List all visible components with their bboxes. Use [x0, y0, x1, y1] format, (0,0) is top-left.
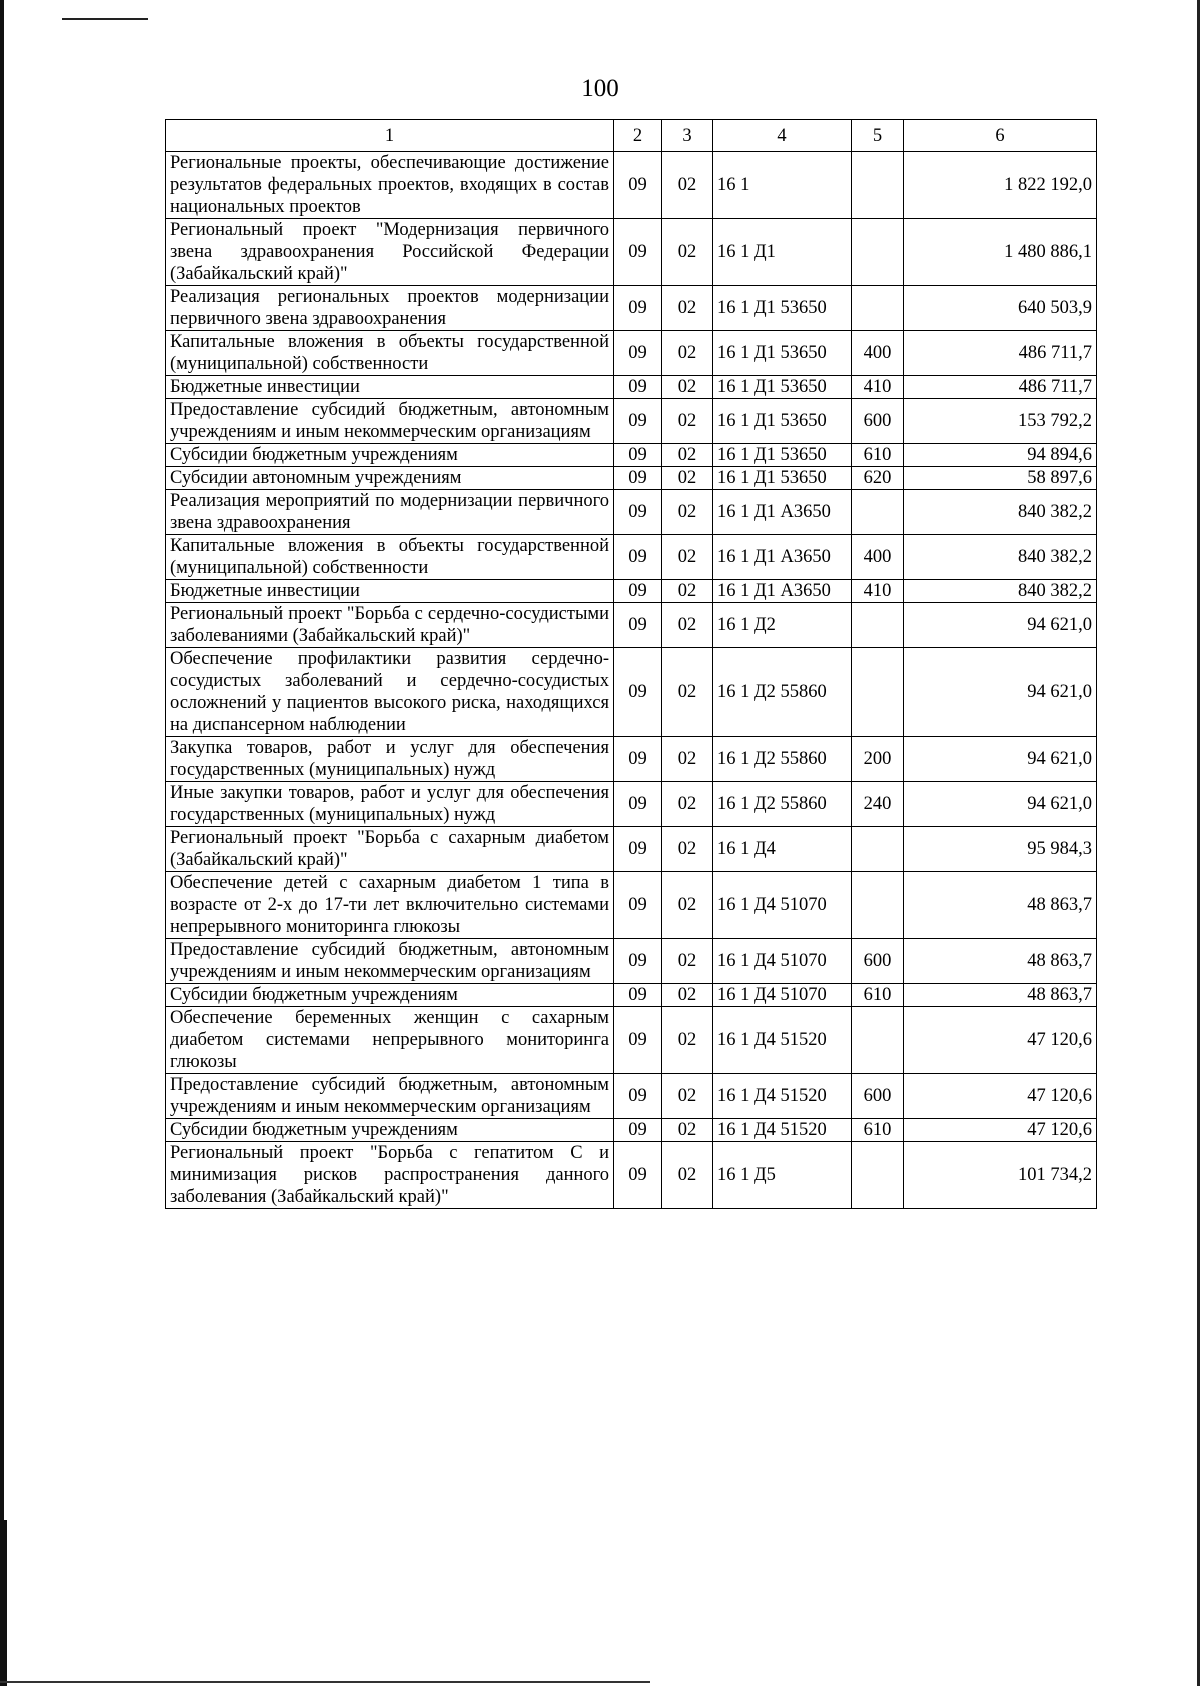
row-amount-cell: 486 711,7	[904, 331, 1097, 376]
row-section-cell: 09	[614, 984, 662, 1007]
row-subsection-cell: 02	[662, 1119, 713, 1142]
row-subsection-cell: 02	[662, 872, 713, 939]
row-expense-type-cell: 600	[852, 399, 904, 444]
column-header-3: 3	[662, 120, 713, 152]
row-target-article-cell: 16 1 Д4	[713, 827, 852, 872]
table-row	[166, 603, 1097, 648]
table-row	[166, 1142, 1097, 1209]
row-amount-cell: 95 984,3	[904, 827, 1097, 872]
row-expense-type-cell	[852, 872, 904, 939]
table-row	[166, 1007, 1097, 1074]
table-header-row	[166, 120, 1097, 152]
row-expense-type-cell	[852, 827, 904, 872]
row-section-cell: 09	[614, 152, 662, 219]
row-target-article-cell: 16 1 Д4 51070	[713, 939, 852, 984]
row-amount-cell: 58 897,6	[904, 467, 1097, 490]
row-target-article-cell: 16 1 Д1 А3650	[713, 535, 852, 580]
row-amount-cell: 101 734,2	[904, 1142, 1097, 1209]
table-row	[166, 152, 1097, 219]
row-target-article-cell: 16 1 Д2 55860	[713, 782, 852, 827]
column-header-5: 5	[852, 120, 904, 152]
row-target-article-cell: 16 1 Д1 53650	[713, 331, 852, 376]
row-name-cell: Реализация мероприятий по модернизации первичного звена здравоохранения	[166, 490, 614, 535]
row-section-cell: 09	[614, 648, 662, 737]
row-expense-type-cell: 410	[852, 376, 904, 399]
row-amount-cell: 47 120,6	[904, 1007, 1097, 1074]
row-name-cell: Бюджетные инвестиции	[166, 580, 614, 603]
row-subsection-cell: 02	[662, 376, 713, 399]
row-amount-cell: 94 621,0	[904, 782, 1097, 827]
row-target-article-cell: 16 1 Д4 51520	[713, 1119, 852, 1142]
table-row	[166, 580, 1097, 603]
scan-edge-left	[0, 0, 4, 1686]
row-name-cell: Региональный проект "Борьба с сахарным диабетом (Забайкальский край)"	[166, 827, 614, 872]
row-section-cell: 09	[614, 1142, 662, 1209]
row-expense-type-cell: 620	[852, 467, 904, 490]
row-name-cell: Обеспечение детей с сахарным диабетом 1 типа в возрасте от 2-х до 17-ти лет включительно системами непрерывного мониторинга глюкозы	[166, 872, 614, 939]
row-subsection-cell: 02	[662, 737, 713, 782]
row-amount-cell: 840 382,2	[904, 535, 1097, 580]
row-target-article-cell: 16 1 Д4 51520	[713, 1007, 852, 1074]
table-row	[166, 490, 1097, 535]
row-expense-type-cell	[852, 152, 904, 219]
row-section-cell: 09	[614, 1007, 662, 1074]
scan-artifact-left-mark	[4, 1520, 7, 1686]
row-section-cell: 09	[614, 1074, 662, 1119]
table-row	[166, 1119, 1097, 1142]
row-amount-cell: 640 503,9	[904, 286, 1097, 331]
scan-artifact-bottom-line	[0, 1681, 650, 1683]
row-amount-cell: 48 863,7	[904, 939, 1097, 984]
column-header-1: 1	[166, 120, 614, 152]
row-name-cell: Обеспечение профилактики развития сердечно-сосудистых заболеваний и сердечно-сосудистых осложнений у пациентов высокого риска, находящихся на диспансерном наблюдении	[166, 648, 614, 737]
row-subsection-cell: 02	[662, 535, 713, 580]
table-row	[166, 535, 1097, 580]
row-section-cell: 09	[614, 376, 662, 399]
row-subsection-cell: 02	[662, 580, 713, 603]
row-subsection-cell: 02	[662, 286, 713, 331]
column-header-6: 6	[904, 120, 1097, 152]
row-section-cell: 09	[614, 580, 662, 603]
row-target-article-cell: 16 1 Д1 53650	[713, 286, 852, 331]
row-subsection-cell: 02	[662, 939, 713, 984]
table-row	[166, 286, 1097, 331]
row-section-cell: 09	[614, 827, 662, 872]
row-expense-type-cell	[852, 603, 904, 648]
row-subsection-cell: 02	[662, 984, 713, 1007]
row-amount-cell: 94 621,0	[904, 603, 1097, 648]
scan-artifact-dash	[62, 18, 148, 20]
table-row	[166, 827, 1097, 872]
row-subsection-cell: 02	[662, 648, 713, 737]
row-section-cell: 09	[614, 782, 662, 827]
row-expense-type-cell: 400	[852, 331, 904, 376]
table-row	[166, 782, 1097, 827]
row-target-article-cell: 16 1 Д2	[713, 603, 852, 648]
table-row	[166, 444, 1097, 467]
row-target-article-cell: 16 1 Д1 А3650	[713, 490, 852, 535]
row-name-cell: Иные закупки товаров, работ и услуг для обеспечения государственных (муниципальных) нужд	[166, 782, 614, 827]
row-section-cell: 09	[614, 219, 662, 286]
row-section-cell: 09	[614, 286, 662, 331]
table-row	[166, 219, 1097, 286]
row-amount-cell: 486 711,7	[904, 376, 1097, 399]
row-section-cell: 09	[614, 872, 662, 939]
row-name-cell: Региональный проект "Модернизация первичного звена здравоохранения Российской Федерации (Забайкальский край)"	[166, 219, 614, 286]
row-section-cell: 09	[614, 490, 662, 535]
table-row	[166, 399, 1097, 444]
row-section-cell: 09	[614, 1119, 662, 1142]
table-row	[166, 737, 1097, 782]
row-amount-cell: 48 863,7	[904, 872, 1097, 939]
table-row	[166, 939, 1097, 984]
row-expense-type-cell: 600	[852, 939, 904, 984]
row-subsection-cell: 02	[662, 219, 713, 286]
table-row	[166, 1074, 1097, 1119]
row-target-article-cell: 16 1 Д1 53650	[713, 467, 852, 490]
row-section-cell: 09	[614, 603, 662, 648]
row-expense-type-cell: 610	[852, 1119, 904, 1142]
row-expense-type-cell: 610	[852, 984, 904, 1007]
row-name-cell: Субсидии автономным учреждениям	[166, 467, 614, 490]
table-row	[166, 467, 1097, 490]
row-amount-cell: 94 894,6	[904, 444, 1097, 467]
row-expense-type-cell	[852, 490, 904, 535]
row-section-cell: 09	[614, 399, 662, 444]
row-expense-type-cell	[852, 219, 904, 286]
column-header-2: 2	[614, 120, 662, 152]
row-expense-type-cell: 600	[852, 1074, 904, 1119]
row-name-cell: Предоставление субсидий бюджетным, автономным учреждениям и иным некоммерческим организациям	[166, 399, 614, 444]
row-name-cell: Закупка товаров, работ и услуг для обеспечения государственных (муниципальных) нужд	[166, 737, 614, 782]
row-target-article-cell: 16 1 Д1	[713, 219, 852, 286]
row-expense-type-cell: 240	[852, 782, 904, 827]
row-expense-type-cell	[852, 1142, 904, 1209]
row-name-cell: Капитальные вложения в объекты государственной (муниципальной) собственности	[166, 331, 614, 376]
row-name-cell: Субсидии бюджетным учреждениям	[166, 984, 614, 1007]
row-section-cell: 09	[614, 737, 662, 782]
budget-table	[165, 119, 1097, 1209]
row-subsection-cell: 02	[662, 152, 713, 219]
row-target-article-cell: 16 1 Д4 51070	[713, 984, 852, 1007]
row-subsection-cell: 02	[662, 1142, 713, 1209]
row-name-cell: Региональный проект "Борьба с сердечно-сосудистыми заболеваниями (Забайкальский край)"	[166, 603, 614, 648]
row-amount-cell: 94 621,0	[904, 737, 1097, 782]
row-subsection-cell: 02	[662, 603, 713, 648]
row-subsection-cell: 02	[662, 490, 713, 535]
row-expense-type-cell	[852, 1007, 904, 1074]
row-target-article-cell: 16 1 Д4 51520	[713, 1074, 852, 1119]
table-row	[166, 648, 1097, 737]
page-number: 100	[581, 75, 619, 102]
row-name-cell: Обеспечение беременных женщин с сахарным диабетом системами непрерывного мониторинга глюкозы	[166, 1007, 614, 1074]
row-expense-type-cell	[852, 286, 904, 331]
row-amount-cell: 47 120,6	[904, 1119, 1097, 1142]
row-subsection-cell: 02	[662, 331, 713, 376]
row-amount-cell: 48 863,7	[904, 984, 1097, 1007]
row-subsection-cell: 02	[662, 399, 713, 444]
row-expense-type-cell	[852, 648, 904, 737]
row-name-cell: Капитальные вложения в объекты государственной (муниципальной) собственности	[166, 535, 614, 580]
row-expense-type-cell: 400	[852, 535, 904, 580]
row-target-article-cell: 16 1 Д1 А3650	[713, 580, 852, 603]
row-name-cell: Бюджетные инвестиции	[166, 376, 614, 399]
row-section-cell: 09	[614, 467, 662, 490]
table-row	[166, 984, 1097, 1007]
row-target-article-cell: 16 1 Д4 51070	[713, 872, 852, 939]
row-target-article-cell: 16 1 Д5	[713, 1142, 852, 1209]
row-target-article-cell: 16 1 Д2 55860	[713, 648, 852, 737]
row-amount-cell: 47 120,6	[904, 1074, 1097, 1119]
row-target-article-cell: 16 1 Д1 53650	[713, 444, 852, 467]
row-section-cell: 09	[614, 444, 662, 467]
row-name-cell: Предоставление субсидий бюджетным, автономным учреждениям и иным некоммерческим организациям	[166, 1074, 614, 1119]
row-subsection-cell: 02	[662, 782, 713, 827]
row-subsection-cell: 02	[662, 444, 713, 467]
row-name-cell: Региональные проекты, обеспечивающие достижение результатов федеральных проектов, входящих в состав национальных проектов	[166, 152, 614, 219]
row-amount-cell: 1 480 886,1	[904, 219, 1097, 286]
row-amount-cell: 840 382,2	[904, 490, 1097, 535]
row-amount-cell: 153 792,2	[904, 399, 1097, 444]
row-name-cell: Реализация региональных проектов модернизации первичного звена здравоохранения	[166, 286, 614, 331]
row-name-cell: Субсидии бюджетным учреждениям	[166, 444, 614, 467]
row-target-article-cell: 16 1 Д1 53650	[713, 399, 852, 444]
row-name-cell: Предоставление субсидий бюджетным, автономным учреждениям и иным некоммерческим организациям	[166, 939, 614, 984]
row-name-cell: Региональный проект "Борьба с гепатитом С и минимизация рисков распространения данного заболевания (Забайкальский край)"	[166, 1142, 614, 1209]
row-section-cell: 09	[614, 331, 662, 376]
row-section-cell: 09	[614, 535, 662, 580]
row-amount-cell: 840 382,2	[904, 580, 1097, 603]
row-target-article-cell: 16 1 Д2 55860	[713, 737, 852, 782]
row-target-article-cell: 16 1	[713, 152, 852, 219]
row-subsection-cell: 02	[662, 467, 713, 490]
table-body	[166, 152, 1097, 1209]
row-amount-cell: 1 822 192,0	[904, 152, 1097, 219]
row-expense-type-cell: 410	[852, 580, 904, 603]
table-row	[166, 872, 1097, 939]
table-row	[166, 376, 1097, 399]
row-expense-type-cell: 200	[852, 737, 904, 782]
row-subsection-cell: 02	[662, 1074, 713, 1119]
row-name-cell: Субсидии бюджетным учреждениям	[166, 1119, 614, 1142]
table-row	[166, 331, 1097, 376]
row-subsection-cell: 02	[662, 827, 713, 872]
row-target-article-cell: 16 1 Д1 53650	[713, 376, 852, 399]
row-expense-type-cell: 610	[852, 444, 904, 467]
column-header-4: 4	[713, 120, 852, 152]
row-section-cell: 09	[614, 939, 662, 984]
row-subsection-cell: 02	[662, 1007, 713, 1074]
row-amount-cell: 94 621,0	[904, 648, 1097, 737]
